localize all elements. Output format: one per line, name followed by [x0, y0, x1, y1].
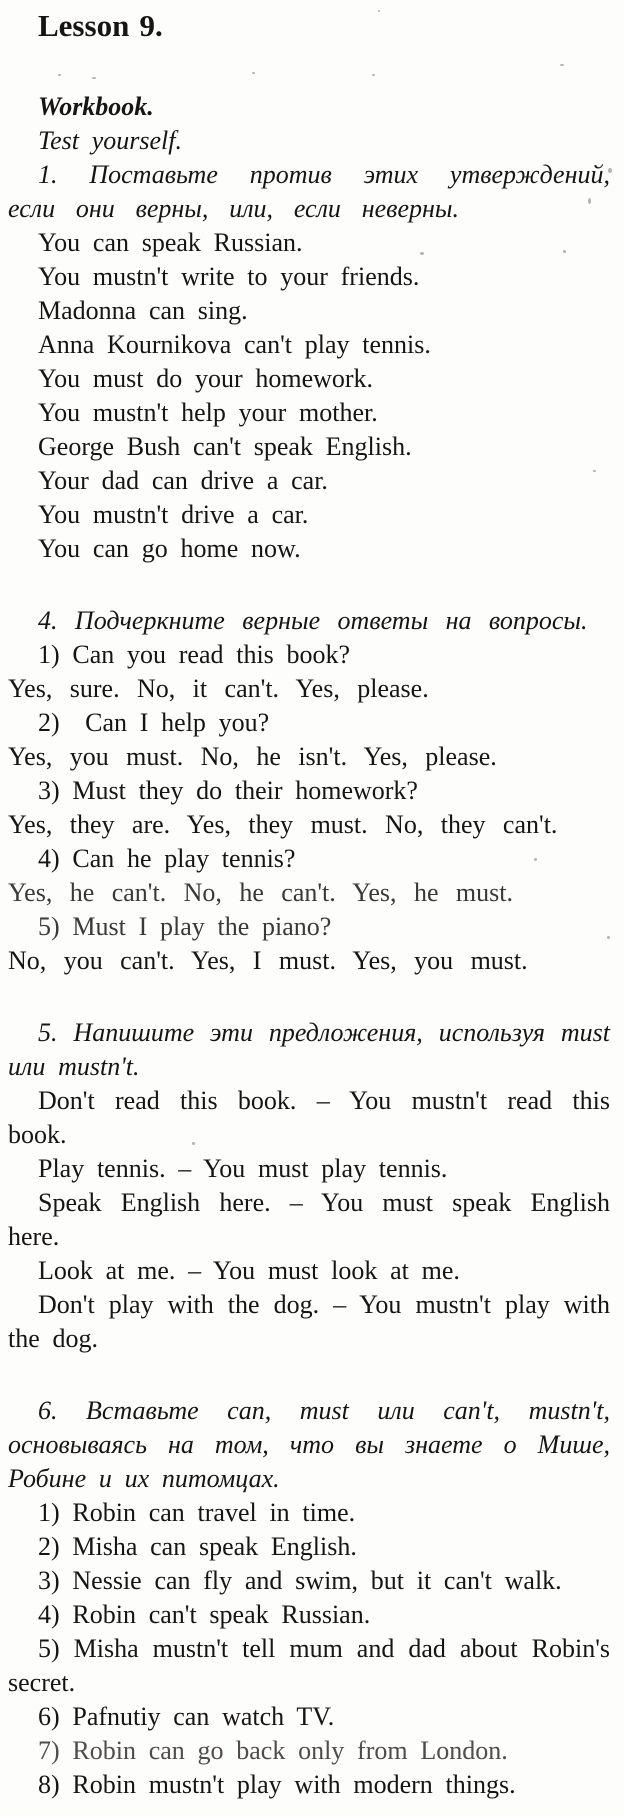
exercise5-instruction: 5. Напишите эти предложения, используя must или mustn't. — [8, 1018, 610, 1081]
scan-speck — [192, 1142, 195, 1145]
exercise4-instruction: 4. Подчеркните верные ответы на вопросы. — [38, 606, 588, 635]
answer-options-line: Yes, you must. No, he isn't. Yes, please. — [8, 742, 497, 771]
fill-in-item-line: 3) Nessie can fly and swim, but it can't walk. — [38, 1566, 562, 1595]
question-line: 3) Must they do their homework? — [38, 776, 418, 805]
fill-in-item-line: 5) Misha mustn't tell mum and dad about Robin's secret. — [8, 1634, 610, 1697]
statement-line: You mustn't drive a car. — [38, 500, 309, 529]
scan-speck — [608, 168, 612, 173]
answer-options-line: Yes, they are. Yes, they must. No, they can't. — [8, 810, 558, 839]
workbook-heading: Workbook. — [38, 92, 154, 121]
test-yourself-heading: Test yourself. — [38, 126, 182, 155]
question-line: 2) Can I help you? — [38, 708, 270, 737]
statement-line: Anna Kournikova can't play tennis. — [38, 330, 431, 359]
statement-line: Your dad can drive a car. — [38, 466, 328, 495]
transformed-sentence-line: Speak English here. – You must speak English here. — [8, 1188, 610, 1251]
scan-speck — [92, 77, 96, 79]
statement-line: You must do your homework. — [38, 364, 374, 393]
fill-in-item-line: 1) Robin can travel in time. — [38, 1498, 356, 1527]
statement-line: You can speak Russian. — [38, 228, 303, 257]
answer-options-line: Yes, he can't. No, he can't. Yes, he must. — [8, 878, 513, 907]
scan-speck — [372, 74, 375, 76]
transformed-sentence-line: Don't read this book. – You mustn't read this book. — [8, 1086, 610, 1149]
answer-options-line: No, you can't. Yes, I must. Yes, you must. — [8, 946, 528, 975]
statement-line: You mustn't help your mother. — [38, 398, 378, 427]
statement-line: Madonna can sing. — [38, 296, 248, 325]
statement-line: You can go home now. — [38, 534, 301, 563]
transformed-sentence-line: Play tennis. – You must play tennis. — [38, 1154, 448, 1183]
fill-in-item-line: 2) Misha can speak English. — [38, 1532, 357, 1561]
scan-speck — [560, 64, 564, 66]
scan-speck — [58, 74, 61, 76]
fill-in-item-line: 6) Pafnutiy can watch TV. — [38, 1702, 335, 1731]
exercise1-instruction: 1. Поставьте против этих утверждений, если они верны, или, если неверны. — [8, 160, 610, 223]
fill-in-item-line: 4) Robin can't speak Russian. — [38, 1600, 371, 1629]
fill-in-item-line: 8) Robin mustn't play with modern things. — [38, 1770, 516, 1799]
scan-speck — [593, 470, 596, 472]
scan-speck — [252, 72, 255, 74]
lesson-title: Lesson 9. — [38, 8, 163, 43]
question-line: 4) Can he play tennis? — [38, 844, 296, 873]
scan-speck — [420, 252, 424, 255]
answer-options-line: Yes, sure. No, it can't. Yes, please. — [8, 674, 429, 703]
question-line: 5) Must I play the piano? — [38, 912, 332, 941]
transformed-sentence-line: Don't play with the dog. – You mustn't play with the dog. — [8, 1290, 610, 1353]
scan-speck — [588, 198, 591, 204]
question-line: 1) Can you read this book? — [38, 640, 351, 669]
scan-speck — [607, 936, 610, 939]
exercise6-instruction: 6. Вставьте can, must или can't, mustn't, основываясь на том, что вы знаете о Мише, Робине и их питомцах. — [8, 1396, 610, 1493]
scan-speck — [378, 10, 380, 12]
fill-in-item-line: 7) Robin can go back only from London. — [38, 1736, 508, 1765]
scan-speck — [534, 858, 537, 861]
statement-line: You mustn't write to your friends. — [38, 262, 420, 291]
statement-line: George Bush can't speak English. — [38, 432, 412, 461]
transformed-sentence-line: Look at me. – You must look at me. — [38, 1256, 460, 1285]
scan-speck — [563, 250, 566, 253]
